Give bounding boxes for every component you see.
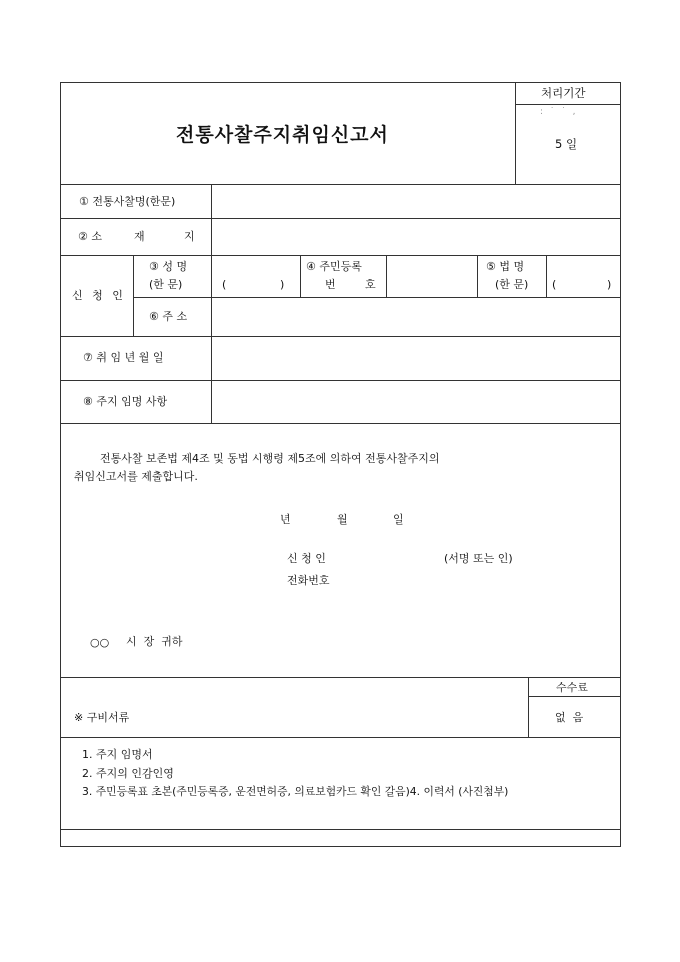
resident-number-label-line2b: 호 [365, 278, 376, 291]
declaration-line1: 전통사찰 보존법 제4조 및 동법 시행령 제5조에 의하여 전통사찰주지의 [100, 452, 440, 465]
inauguration-date-label: ⑦ 취 임 년 월 일 [83, 351, 164, 364]
dharma-paren-close: ) [607, 278, 612, 291]
temple-name-field[interactable] [212, 185, 620, 218]
phone-label: 전화번호 [287, 574, 330, 587]
fee-label: 수수료 [556, 681, 588, 694]
document-item-3: 3. 주민등록표 초본(주민등록증, 운전면허증, 의료보험카드 확인 갈음)4. 이력서 (사진첨부) [82, 785, 509, 798]
required-documents-label: ※ 구비서류 [74, 711, 130, 724]
appointment-label: ⑧ 주지 임명 사항 [83, 395, 168, 408]
name-label-line2: (한 문) [149, 278, 183, 291]
name-paren-close: ) [280, 278, 285, 291]
form-title: 전통사찰주지취임신고서 [176, 124, 389, 146]
resident-number-label-line1: ④ 주민등록 [306, 260, 362, 273]
date-year: 년 [280, 513, 291, 526]
location-label: ② 소 [78, 230, 102, 243]
addressee: 시 장 귀하 [126, 635, 183, 648]
name-paren-open: ( [222, 278, 227, 291]
document-item-1: 1. 주지 임명서 [82, 748, 153, 761]
signature-note: (서명 또는 인) [444, 552, 513, 565]
date-month: 월 [337, 513, 348, 526]
dharma-name-label-line1: ⑤ 법 명 [486, 260, 525, 273]
location-label-2: 재 [134, 230, 145, 243]
addressee-marks: ○○ [90, 636, 110, 649]
applicant-label: 신 청 인 [72, 289, 126, 302]
processing-period-label: 처리기간 [541, 86, 586, 100]
location-label-3: 지 [184, 230, 195, 243]
address-label: ⑥ 주 소 [149, 310, 188, 323]
document-item-2: 2. 주지의 인감인영 [82, 767, 174, 780]
appointment-field[interactable] [212, 381, 620, 423]
fee-value: 없 음 [555, 711, 584, 724]
dharma-paren-open: ( [552, 278, 557, 291]
date-day: 일 [393, 513, 404, 526]
address-field[interactable] [212, 298, 620, 336]
name-label-line1: ③ 성 명 [149, 260, 188, 273]
dharma-name-label-line2: (한 문) [495, 278, 529, 291]
inauguration-date-field[interactable] [212, 337, 620, 380]
declaration-line2: 취임신고서를 제출합니다. [74, 470, 198, 483]
temple-name-label: ① 전통사찰명(한문) [79, 195, 176, 208]
location-field[interactable] [212, 219, 620, 255]
stamp-mark: : ˙ ˙ , [540, 107, 578, 117]
resident-number-label-line2a: 번 [325, 278, 336, 291]
resident-number-field[interactable] [387, 256, 477, 297]
processing-period-value: 5 일 [555, 137, 578, 151]
applicant-signature-label: 신 청 인 [287, 552, 326, 565]
